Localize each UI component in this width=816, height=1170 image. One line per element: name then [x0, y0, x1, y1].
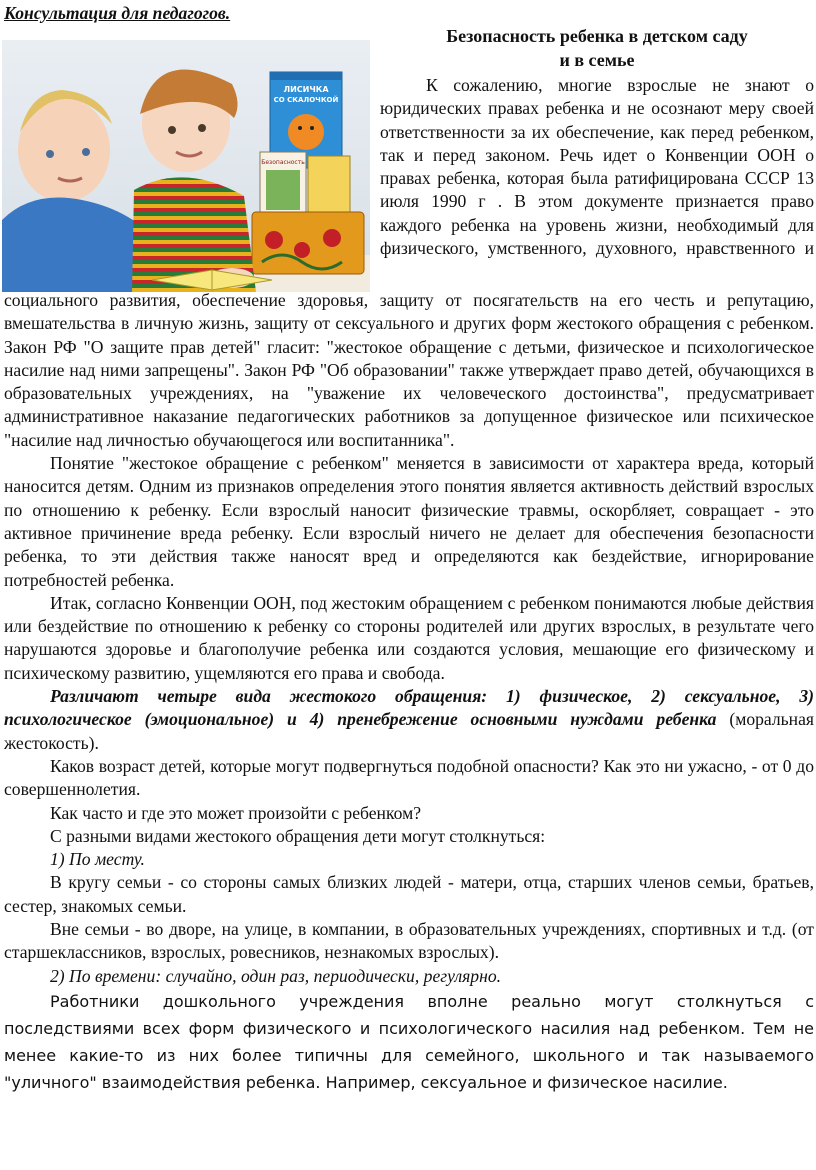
article-body [4, 289, 814, 1096]
book2-title: Безопасность [261, 159, 305, 166]
paragraph-by-time: 2) По времени: случайно, один раз, периодически, регулярно. [50, 965, 502, 986]
article-header-column [380, 24, 814, 260]
intro-paragraph-continued: социального развития, обеспечение здоровья, защиту от посягательств на его честь и репутацию, вмешательства в личную жизнь, защиту от сексуального и других форм жестокого обращения с ребенком. Закон РФ "О защите прав детей" гласит: "жестокое обращение с детьми, физическое и психологическое насилие над ними запрещены". Закон РФ "Об образовании" также утверждает право детей, обучающихся в образовательных учреждениях, на "уважение их человеческого достоинства", предусматривает административное наказание педагогических работников за допущенное физическое или психическое "насилие над личностью обучающегося или воспитанника". [4, 290, 814, 450]
paragraph-types-intro: С разными видами жестокого обращения дети могут столкнуться: [50, 825, 546, 846]
article-title-line2: и в семье [559, 50, 635, 70]
paragraph-concept: Понятие "жестокое обращение с ребенком" меняется в зависимости от характера вреда, который наносится детям. Одним из признаков определения этого понятия является активность действий взрослых по отношению к ребенку. Если взрослый наносит физические травмы, оскорбляет, совращает - это активное причинение вреда ребенку. Если взрослый ничего не делает для обеспечения безопасности ребенка, то эти действия также наносят вред и определяются как бездействие, игнорирование потребностей ребенка. [4, 453, 814, 590]
paragraph-how-often: Как часто и где это может произойти с ребенком? [50, 802, 422, 823]
intro-paragraph-column: К сожалению, многие взрослые не знают о юридических правах ребенка и не осознают меру своей ответственности за их обеспечение, как перед ребенком, так и перед законом. Речь идет о Конвенции ООН о правах ребенка, которая была ратифицирована СССР 13 июля 1990 г . В этом документе признается право каждого ребенка на уровень жизни, необходимый для физического, умственного, духовного, нравственного и [380, 75, 814, 259]
children-reading-photo [2, 40, 370, 292]
article-title-line1: Безопасность ребенка в детском саду [446, 26, 748, 46]
children-reading-illustration [2, 40, 370, 292]
paragraph-by-place: 1) По месту. [50, 849, 145, 870]
four-types-rest: (моральная жестокость). [4, 709, 815, 753]
paragraph-four-types [4, 685, 814, 755]
paragraph-un-convention: Итак, согласно Конвенции ООН, под жестоким обращением с ребенком понимаются любые действия или бездействие по отношению к ребенку со стороны родителей или других взрослых, в результате чего нарушаются здоровье и благополучие ребенка или создаются условия, мешающие его физическому и психическому развитию, ущемляются его права и свобода. [4, 592, 814, 683]
paragraph-preschool-staff: Работники дошкольного учреждения вполне реально могут столкнуться с последствиями всех форм физического и психологического насилия над ребенком. Тем не менее какие-то из них более типичны для семейного, школьного и так называемого "уличного" взаимодействия ребенка. Например, сексуальное и физическое насилие. [4, 991, 814, 1092]
book-title-line2: СО СКАЛОЧКОЙ [273, 96, 339, 104]
paragraph-age: Каков возраст детей, которые могут подвергнуться подобной опасности? Как это ни ужасно, - от 0 до совершеннолетия. [4, 755, 814, 800]
book-title-line1: ЛИСИЧКА [283, 85, 329, 94]
consultation-label: Консультация для педагогов. [4, 3, 231, 23]
paragraph-family-circle: В кругу семьи - со стороны самых близких людей - матери, отца, старших членов семьи, братьев, сестер, знакомых семьи. [4, 872, 814, 916]
four-types-emphasis: Различают четыре вида жестокого обращения: 1) физическое, 2) сексуальное, 3) психологическое (эмоциональное) и 4) пренебрежение основными нуждами ребенка [4, 686, 814, 730]
painted-stand-icon [252, 212, 364, 274]
paragraph-outside-family: Вне семьи - во дворе, на улице, в компании, в образовательных учреждениях, спортивных и т.д. (от старшеклассников, взрослых, ровесников, незнакомых взрослых). [4, 919, 814, 963]
